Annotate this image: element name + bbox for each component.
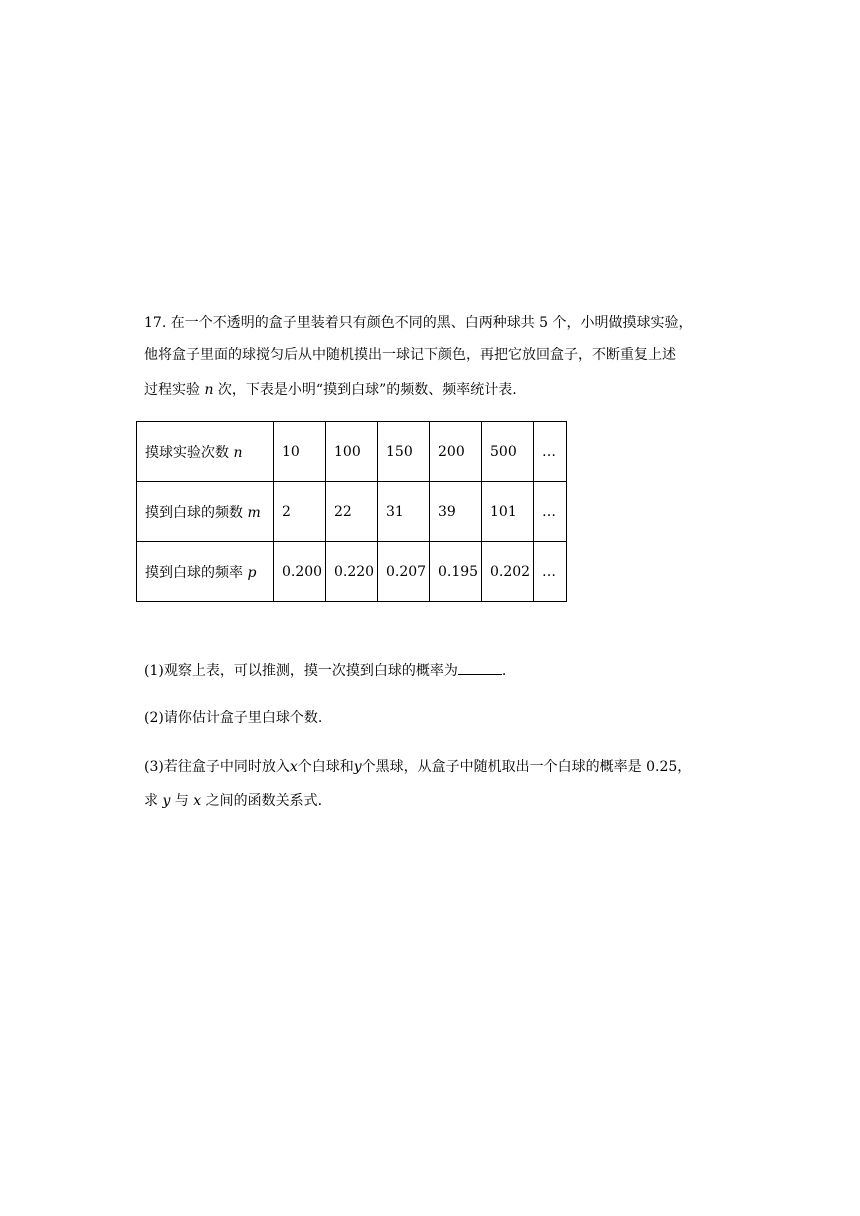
question-1-text: (1)观察上表，可以推测，摸一次摸到白球的概率为 — [144, 663, 458, 679]
problem-text-2: 他将盒子里面的球搅匀后从中随机摸出一球记下颜色，再把它放回盒子，不断重复上述 — [144, 347, 676, 363]
table-cell: 0.207 — [378, 542, 430, 602]
question-3-text-a: (3)若往盒子中同时放入 — [144, 759, 290, 775]
table-cell: 101 — [482, 482, 534, 542]
table-cell: 2 — [274, 482, 326, 542]
question-3-text-c: 个黑球，从盒子中随机取出一个白球的概率是 0.25， — [361, 759, 692, 775]
table-cell: 0.202 — [482, 542, 534, 602]
table-cell: 100 — [326, 422, 378, 482]
question-3-line-2 — [144, 791, 322, 811]
row-header-var: m — [247, 504, 261, 521]
row-header-label: 摸到白球的频数 — [145, 504, 248, 521]
problem-text-1: 17. 在一个不透明的盒子里装着只有颜色不同的黑、白两种球共 5 个，小明做摸球实验， — [144, 315, 693, 331]
question-1 — [144, 660, 506, 681]
question-3-text-d: 求 — [144, 793, 163, 809]
table-cell: 500 — [482, 422, 534, 482]
table-cell: 22 — [326, 482, 378, 542]
answer-blank — [458, 660, 502, 675]
variable-x: x — [289, 759, 298, 775]
table-row-trials — [137, 422, 567, 482]
row-header-frequency — [137, 482, 274, 542]
problem-line-3 — [144, 380, 517, 400]
table-row-rate — [137, 542, 567, 602]
question-2-text: (2)请你估计盒子里白球个数. — [144, 710, 323, 726]
row-header-var: n — [233, 444, 243, 461]
table-cell: 0.195 — [430, 542, 482, 602]
question-3-text-e: 与 — [170, 793, 194, 809]
variable-y: y — [162, 793, 171, 809]
problem-text-3a: 过程实验 — [144, 382, 205, 398]
table-cell: 31 — [378, 482, 430, 542]
table-cell-ellipsis: … — [534, 482, 567, 542]
question-3-text-b: 个白球和 — [297, 759, 354, 775]
problem-line-2 — [144, 345, 676, 365]
row-header-var: p — [247, 564, 257, 581]
question-3-text-f: 之间的函数关系式. — [201, 793, 323, 809]
row-header-label: 摸球实验次数 — [145, 444, 234, 461]
question-1-period: . — [501, 663, 507, 679]
table-cell: 0.220 — [326, 542, 378, 602]
row-header-rate — [137, 542, 274, 602]
variable-n: n — [204, 382, 214, 398]
table-cell: 10 — [274, 422, 326, 482]
table-cell: 0.200 — [274, 542, 326, 602]
frequency-table — [136, 421, 567, 602]
question-3-line-1 — [144, 757, 691, 777]
row-header-label: 摸到白球的频率 — [145, 564, 248, 581]
variable-x: x — [193, 793, 202, 809]
table-cell: 200 — [430, 422, 482, 482]
table-cell-ellipsis: … — [534, 422, 567, 482]
problem-text-3b: 次，下表是小明“摸到白球”的频数、频率统计表. — [213, 382, 517, 398]
table-row-frequency — [137, 482, 567, 542]
problem-line-1 — [144, 313, 693, 333]
table-cell-ellipsis: … — [534, 542, 567, 602]
table-cell: 150 — [378, 422, 430, 482]
row-header-trials — [137, 422, 274, 482]
variable-y: y — [353, 759, 362, 775]
question-2 — [144, 708, 322, 728]
table-cell: 39 — [430, 482, 482, 542]
